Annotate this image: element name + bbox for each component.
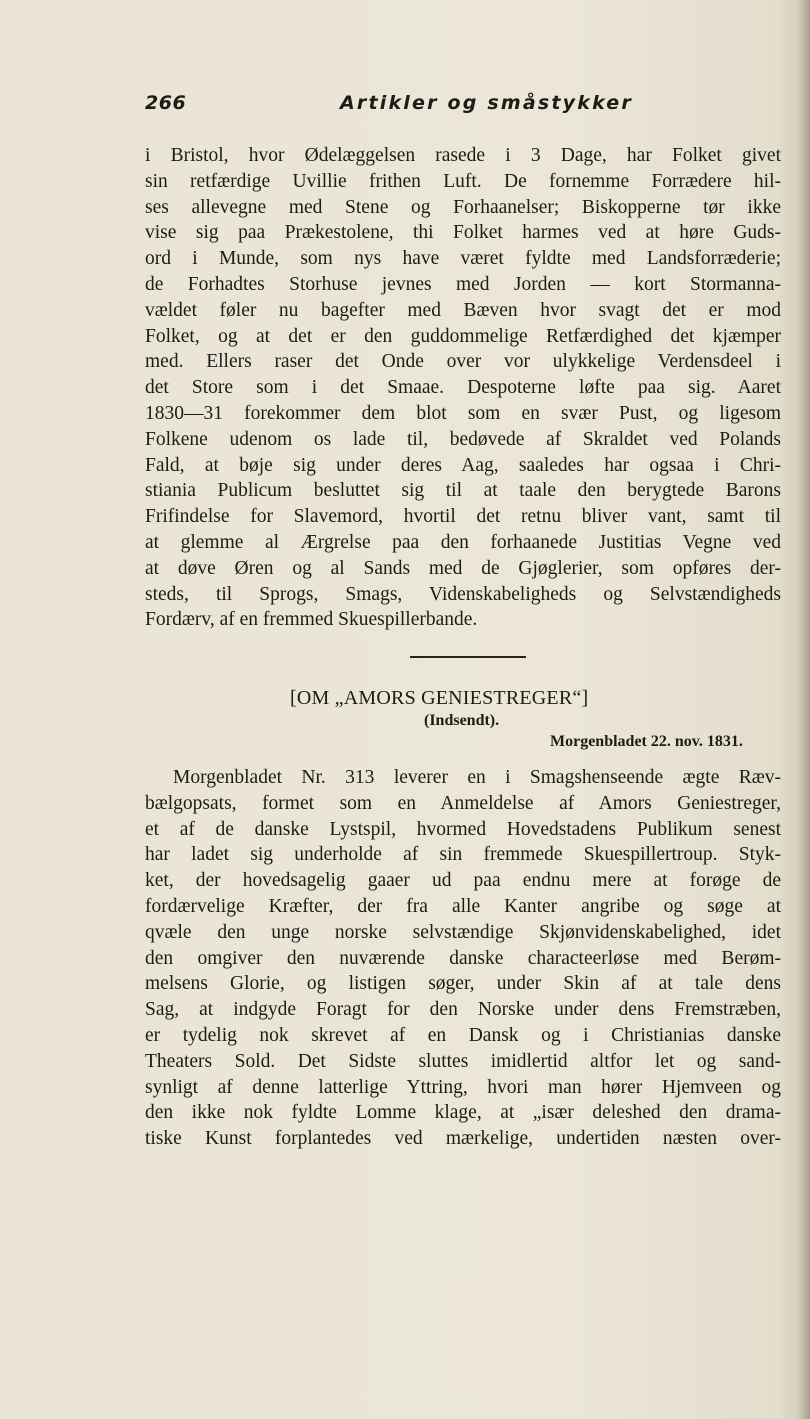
text-line: melsens Glorie, og listigen søger, under Skin af at tale dens — [145, 973, 781, 995]
text-line: ket, der hovedsagelig gaaer ud paa endnu mere at forøge de — [145, 870, 781, 892]
text-line: et af de danske Lystspil, hvormed Hovedstadens Publikum senest — [145, 818, 781, 840]
text-line: Theaters Sold. Det Sidste sluttes imidlertid altfor let og sand- — [145, 1050, 781, 1072]
text-line: Frifindelse for Slavemord, hvortil det retnu bliver vant, samt til — [145, 506, 781, 528]
text-line: den ikke nok fyldte Lomme klage, at „især deleshed den drama- — [145, 1102, 781, 1124]
text-line: ord i Munde, som nys have været fyldte med Landsforræderie; — [145, 248, 781, 270]
section-source: Morgenbladet 22. nov. 1831. — [550, 733, 743, 750]
text-line: synligt af denne latterlige Yttring, hvori man hører Hjemveen og — [145, 1076, 781, 1098]
running-title: Artikler og småstykker — [340, 92, 633, 114]
text-line: bælgopsats, formet som en Anmeldelse af Amors Geniestreger, — [145, 792, 781, 814]
section-subtitle: (Indsendt). — [424, 712, 500, 729]
text-line: vældet føler nu bagefter med Bæven hvor svagt det er mod — [145, 299, 781, 321]
text-line: har ladet sig underholde af sin fremmede Skuespillertroup. Styk- — [145, 844, 781, 866]
text-line: stiania Publicum besluttet sig til at taale den berygtede Barons — [145, 480, 781, 502]
article-text — [145, 765, 781, 1152]
article-text-continued — [145, 143, 781, 633]
text-line: Fordærv, af en fremmed Skuespillerbande. — [145, 609, 478, 631]
page-edge-shadow — [798, 0, 810, 1419]
text-line: Folkene udenom os lade til, bedøvede af Skraldet ved Polands — [145, 428, 781, 450]
text-line: de Forhadtes Storhuse jevnes med Jorden — kort Stormanna- — [145, 273, 781, 295]
text-line: Sag, at indgyde Foragt for den Norske under dens Fremstræben, — [145, 999, 781, 1021]
text-line: Folket, og at det er den guddommelige Retfærdighed det kjæmper — [145, 325, 781, 347]
text-line: det Store som i det Smaae. Despoterne løfte paa sig. Aaret — [145, 377, 781, 399]
text-line: tiske Kunst forplantedes ved mærkelige, undertiden næsten over- — [145, 1128, 781, 1150]
text-line-first: Morgenbladet Nr. 313 leverer en i Smagshenseende ægte Ræv- — [173, 767, 781, 788]
text-line: er tydelig nok skrevet af en Dansk og i Christianias danske — [145, 1024, 781, 1046]
page-number: 266 — [145, 92, 187, 114]
text-line: i Bristol, hvor Ødelæggelsen rasede i 3 Dage, har Folket givet — [145, 145, 781, 166]
text-line: vise sig paa Prækestolene, thi Folket harmes ved at høre Guds- — [145, 222, 781, 244]
text-line: sin retfærdige Uvillie frithen Luft. De fornemme Forrædere hil- — [145, 170, 781, 192]
text-line: 1830—31 forekommer dem blot som en svær Pust, og ligesom — [145, 402, 781, 424]
text-line: fordærvelige Kræfter, der fra alle Kanter angribe og søge at — [145, 895, 781, 917]
running-head — [145, 92, 665, 120]
text-line: qvæle den unge norske selvstændige Skjønvidenskabelighed, idet — [145, 921, 781, 943]
text-line: steds, til Sprogs, Smags, Videnskabeligheds og Selvstændigheds — [145, 583, 781, 605]
text-line: den omgiver den nuværende danske characteerløse med Berøm- — [145, 947, 781, 969]
text-line: ses allevegne med Stene og Forhaanelser; Biskopperne tør ikke — [145, 196, 781, 218]
section-title: [OM „AMORS GENIESTREGER“] — [290, 687, 589, 709]
text-line: med. Ellers raser det Onde over vor ulykkelige Verdensdeel i — [145, 351, 781, 373]
section-separator-rule — [410, 656, 526, 658]
text-line: at glemme al Ærgrelse paa den forhaanede Justitias Vegne ved — [145, 531, 781, 553]
text-line: at døve Øren og al Sands med de Gjøglerier, som opføres der- — [145, 557, 781, 579]
text-line: Fald, at bøje sig under deres Aag, saaledes har ogsaa i Chri- — [145, 454, 781, 476]
